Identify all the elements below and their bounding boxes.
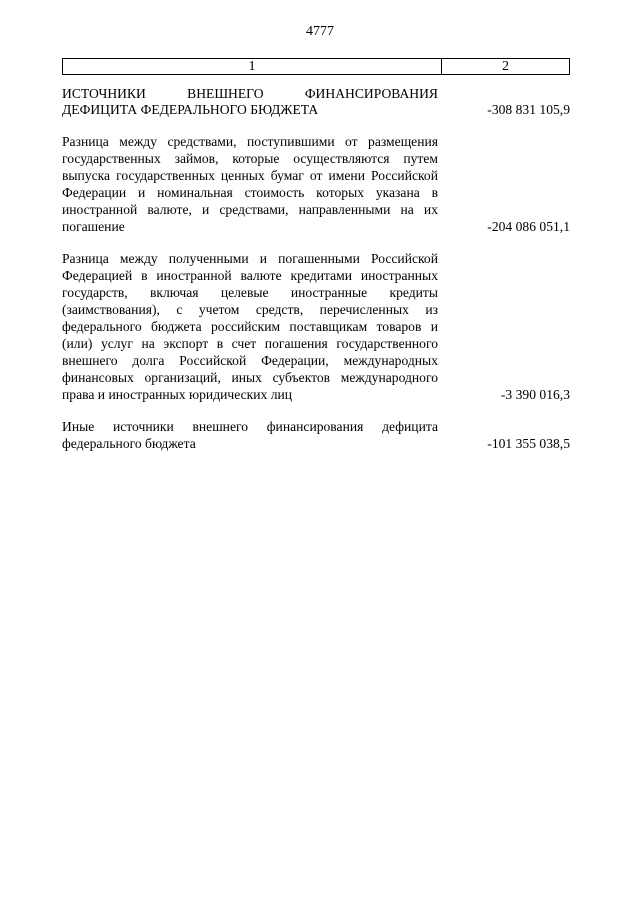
- column-header-1: 1: [63, 59, 442, 74]
- row-description: Разница между полученными и погашенными Российской Федерацией в иностранной валюте кредитами иностранных государств, включая целевые иностранные кредиты (заимствования), с учетом средств, перечисленных из федерального бюджета российским поставщикам товаров и (или) услуг на экспорт в счет погашения государственного внешнего долга Российской Федерации, международных финансовых организаций, иных субъектов международного права и иностранных юридических лиц: [62, 251, 438, 402]
- table-row: [62, 133, 570, 235]
- table-body: [62, 86, 570, 467]
- row-value: -204 086 051,1: [487, 219, 570, 234]
- row-value: -3 390 016,3: [500, 387, 570, 402]
- column-header-2: 2: [502, 59, 509, 74]
- table-row: [62, 418, 570, 452]
- section-heading: ИСТОЧНИКИ ВНЕШНЕГО ФИНАНСИРОВАНИЯ ДЕФИЦИТА ФЕДЕРАЛЬНОГО БЮДЖЕТА: [62, 86, 438, 117]
- page-number: 4777: [306, 24, 334, 39]
- table-header: [62, 58, 570, 75]
- row-description: Иные источники внешнего финансирования дефицита федерального бюджета: [62, 419, 438, 451]
- table-row: [62, 86, 570, 118]
- row-value: -101 355 038,5: [487, 436, 570, 451]
- table-row: [62, 250, 570, 403]
- row-description: Разница между средствами, поступившими от размещения государственных займов, которые осуществляются путем выпуска государственных ценных бумаг от имени Российской Федерации и номинальная стоимость которых указана в иностранной валюте, и средствами, направленными на их погашение: [62, 134, 438, 234]
- row-value: -308 831 105,9: [487, 102, 570, 117]
